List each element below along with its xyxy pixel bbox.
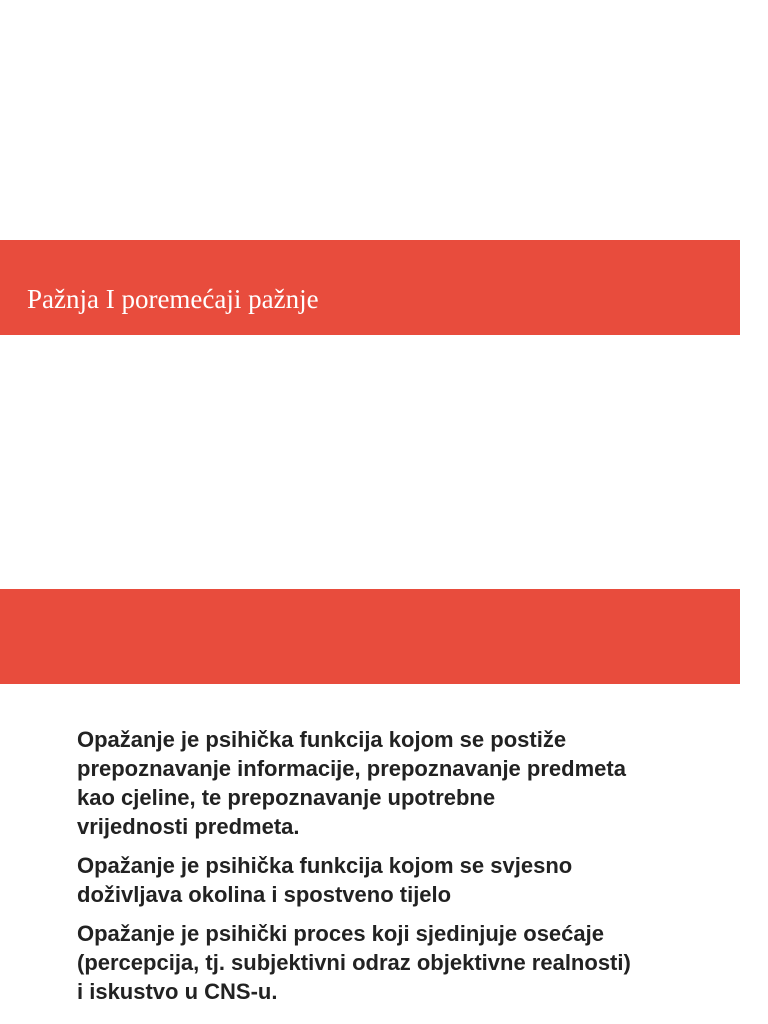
section-banner [0, 589, 740, 684]
paragraph-2 [77, 851, 757, 909]
text-line: vrijednosti predmeta. [77, 814, 300, 839]
slide-title: Pažnja I poremećaji pažnje [27, 284, 319, 314]
text-line: doživljava okolina i spostveno tijelo [77, 882, 452, 907]
text-line: i iskustvo u CNS-u. [77, 979, 278, 1004]
text-line: prepoznavanje informacije, prepoznavanje predmeta [77, 756, 626, 781]
text-line: Opažanje je psihički proces koji sjedinjuje osećaje [77, 921, 604, 946]
text-line: kao cjeline, te prepoznavanje upotrebne [77, 785, 496, 810]
paragraph-3 [77, 919, 757, 1006]
slide-body [77, 725, 757, 1016]
paragraph-1 [77, 725, 757, 841]
text-line: Opažanje je psihička funkcija kojom se postiže [77, 727, 567, 752]
text-line: Opažanje je psihička funkcija kojom se svjesno [77, 853, 573, 878]
text-line: (percepcija, tj. subjektivni odraz objektivne realnosti) [77, 950, 631, 975]
